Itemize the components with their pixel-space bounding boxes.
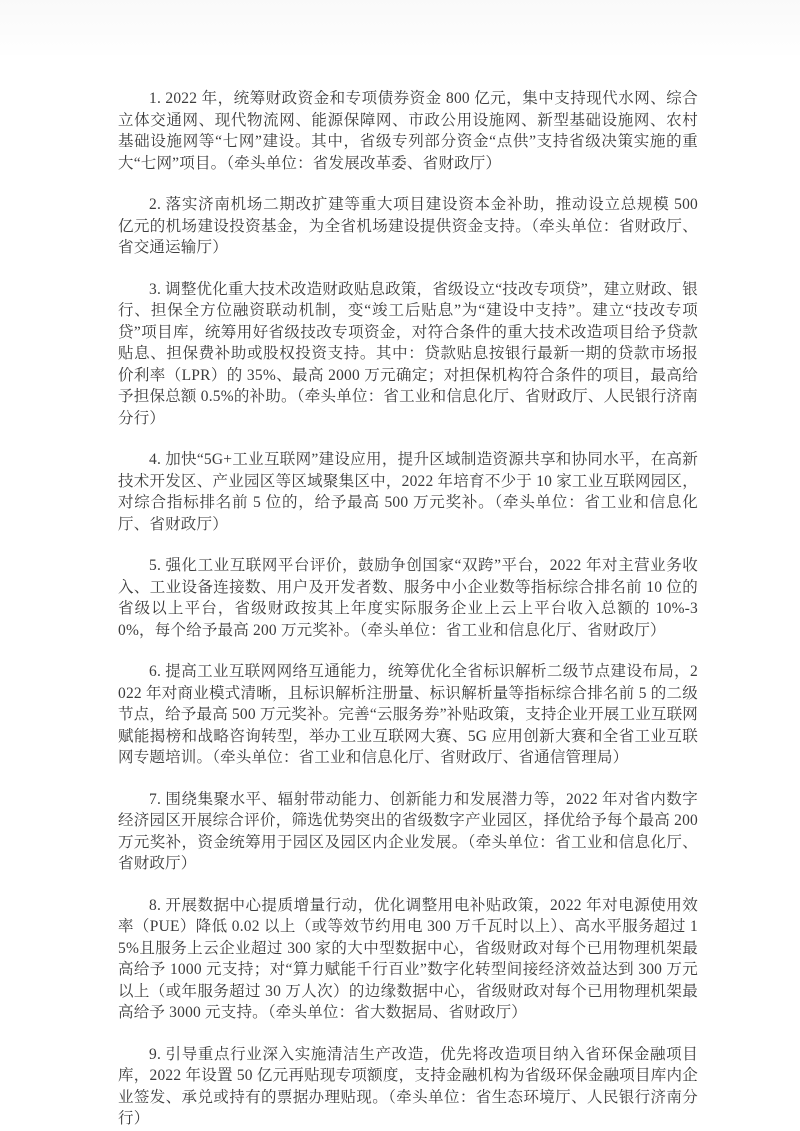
policy-item-7: 7. 围绕集聚水平、辐射带动能力、创新能力和发展潜力等，2022 年对省内数字经济园区开展综合评价，筛选优势突出的省级数字产业园区，择优给予每个最高 200 万元奖补，资金统筹用于园区及园区内企业发展。（牵头单位：省工业和信息化厅、省财政厅） [118, 790, 698, 872]
policy-item-6: 6. 提高工业互联网网络互通能力，统筹优化全省标识解析二级节点建设布局，2022 年对商业模式清晰，且标识解析注册量、标识解析量等指标综合排名前 5 的二级节点，给予最高 500 万元奖补。完善“云服务券”补贴政策，支持企业开展工业互联网赋能揭榜和战略咨询转型，举办工业互联网大赛、5G 应用创新大赛和全省工业互联网专题培训。（牵头单位：省工业和信息化厅、省财政厅、省通信管理局） [118, 663, 698, 766]
policy-item-2: 2. 落实济南机场二期改扩建等重大项目建设资本金补助，推动设立总规模 500 亿元的机场建设投资基金，为全省机场建设提供资金支持。（牵头单位：省财政厅、省交通运输厅） [118, 196, 698, 256]
policy-item-1: 1. 2022 年，统筹财政资金和专项债券资金 800 亿元，集中支持现代水网、综合立体交通网、现代物流网、能源保障网、市政公用设施网、新型基础设施网、农村基础设施网等“七网”建设。其中，省级专列部分资金“点供”支持省级决策实施的重大“七网”项目。（牵头单位：省发展改革委、省财政厅） [118, 90, 698, 172]
document-text-block [118, 88, 698, 1131]
policy-item-5: 5. 强化工业互联网平台评价，鼓励争创国家“双跨”平台，2022 年对主营业务收入、工业设备连接数、用户及开发者数、服务中小企业数等指标综合排名前 10 位的省级以上平台，省级财政按其上年度实际服务企业上云上平台收入总额的 10%-30%，每个给予最高 200 万元奖补。（牵头单位：省工业和信息化厅、省财政厅） [118, 557, 698, 639]
policy-item-8: 8. 开展数据中心提质增量行动，优化调整用电补贴政策，2022 年对电源使用效率（PUE）降低 0.02 以上（或等效节约用电 300 万千瓦时以上）、高水平服务超过 15%且服务上云企业超过 300 家的大中型数据中心，省级财政对每个已用物理机架最高给予 1000 元支持；对“算力赋能千行百业”数字化转型间接经济效益达到 300 万元以上（或年服务超过 30 万人次）的边缘数据中心，省级财政对每个已用物理机架最高给予 3000 元支持。（牵头单位：省大数据局、省财政厅） [118, 896, 698, 1021]
policy-item-9: 9. 引导重点行业深入实施清洁生产改造，优先将改造项目纳入省环保金融项目库，2022 年设置 50 亿元再贴现专项额度，支持金融机构为省级环保金融项目库内企业签发、承兑或持有的票据办理贴现。（牵头单位：省生态环境厅、人民银行济南分行） [118, 1045, 698, 1127]
policy-item-3: 3. 调整优化重大技术改造财政贴息政策，省级设立“技改专项贷”，建立财政、银行、担保全方位融资联动机制，变“竣工后贴息”为“建设中支持”。建立“技改专项贷”项目库，统筹用好省级技改专项资金，对符合条件的重大技术改造项目给予贷款贴息、担保费补助或股权投资支持。其中：贷款贴息按银行最新一期的贷款市场报价利率（LPR）的 35%、最高 2000 万元确定；对担保机构符合条件的项目，最高给予担保总额 0.5%的补助。（牵头单位：省工业和信息化厅、省财政厅、人民银行济南分行） [118, 280, 698, 427]
policy-item-4: 4. 加快“5G+工业互联网”建设应用，提升区域制造资源共享和协同水平，在高新技术开发区、产业园区等区域聚集区中，2022 年培育不少于 10 家工业互联网园区，对综合指标排名前 5 位的，给予最高 500 万元奖补。（牵头单位：省工业和信息化厅、省财政厅） [118, 451, 698, 533]
